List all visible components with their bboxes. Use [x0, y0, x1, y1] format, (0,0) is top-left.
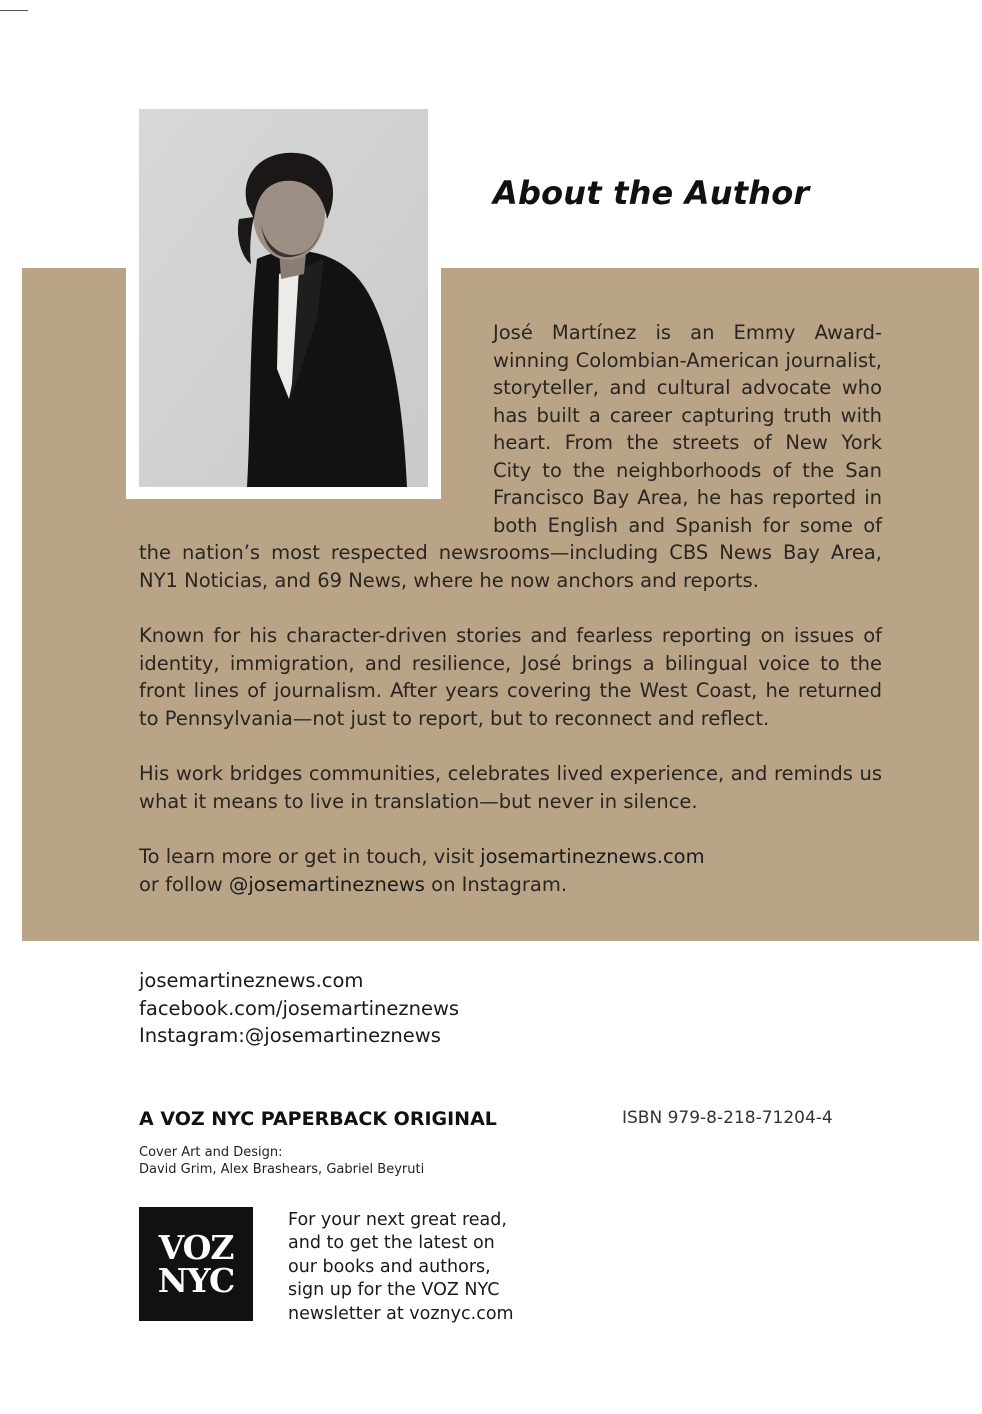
newsletter-line: sign up for the VOZ NYC	[288, 1280, 500, 1301]
newsletter-note	[288, 1209, 528, 1326]
bio-contact-paragraph	[139, 843, 882, 898]
bio-paragraph-2: Known for his character-driven stories and fearless reporting on issues of identity, immigration, and resilience, José brings a bilingual voice to the front lines of journalism. After years covering the West Coast, he returned to Pennsylvania—not just to report, but to reconnect and reflect.	[139, 624, 882, 730]
bio-paragraph-3: His work bridges communities, celebrates lived experience, and reminds us what it means to live in translation—but never in silence.	[139, 762, 882, 813]
instagram-url[interactable]: Instagram:@josemartineznews	[139, 1024, 441, 1047]
newsletter-line: and to get the latest on	[288, 1233, 495, 1254]
credits-label: Cover Art and Design:	[139, 1145, 283, 1160]
logo-line-1: VOZ	[158, 1228, 234, 1267]
isbn: ISBN 979-8-218-71204-4	[622, 1108, 833, 1128]
about-the-author-heading: About the Author	[493, 174, 810, 212]
website-link[interactable]: josemartineznews.com	[480, 845, 705, 868]
crop-mark	[0, 10, 28, 11]
contact-text-3: on Instagram.	[424, 872, 568, 896]
instagram-handle-link[interactable]: @josemartineznews	[228, 872, 425, 896]
contact-text-2: or follow	[139, 872, 229, 896]
voz-nyc-logo	[139, 1207, 253, 1321]
facebook-url[interactable]: facebook.com/josemartineznews	[139, 996, 460, 1020]
website-url[interactable]: josemartineznews.com	[139, 969, 364, 992]
newsletter-line: For your next great read,	[288, 1210, 507, 1230]
newsletter-line: our books and authors,	[288, 1256, 491, 1277]
author-links	[139, 967, 459, 1050]
photo-wrap-spacer	[139, 319, 493, 527]
imprint-title: A VOZ NYC PAPERBACK ORIGINAL	[139, 1108, 497, 1130]
logo-line-2: NYC	[157, 1261, 235, 1300]
credits-names: David Grim, Alex Brashears, Gabriel Beyruti	[139, 1162, 425, 1177]
newsletter-line: newsletter at voznyc.com	[288, 1303, 514, 1324]
bio-paragraph-1: José Martínez is an Emmy Award-winning Colombian-American journalist, storyteller, and cultural advocate who has built a career capturing truth with heart. From the streets of New York City to the neighborhoods of the San Francisco Bay Area, he has reported in both English and Spanish for some of the nation’s most respected newsrooms—including CBS News Bay Area, NY1 Noticias, and 69 News, where he now anchors and reports.	[139, 321, 882, 592]
contact-text-1: To learn more or get in touch, visit	[139, 845, 481, 868]
cover-credits	[139, 1144, 424, 1178]
author-bio	[139, 319, 882, 926]
